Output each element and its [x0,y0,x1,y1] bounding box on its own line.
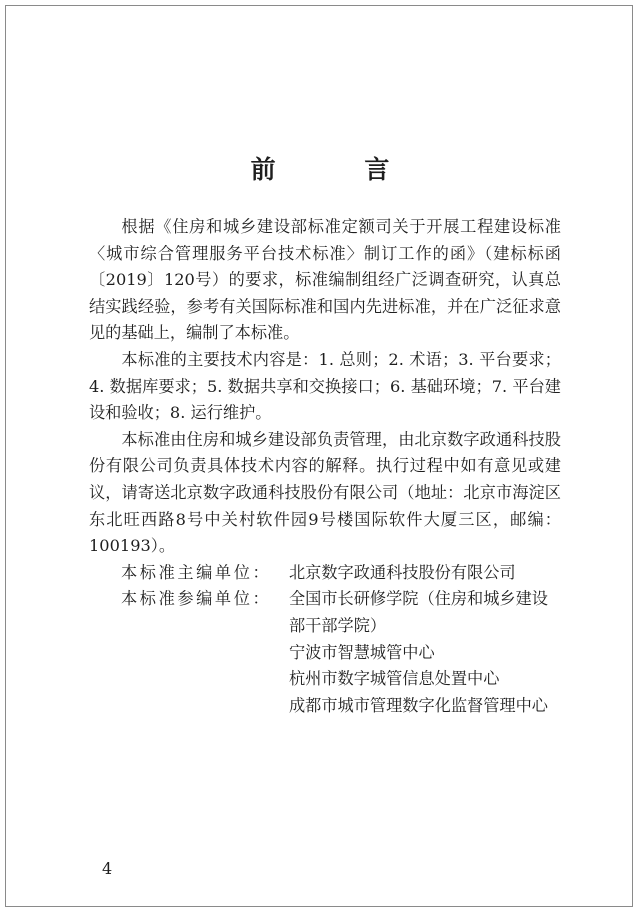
chief-unit-value: 北京数字政通科技股份有限公司 [289,562,516,582]
participating-unit-row [89,586,561,719]
document-page [5,5,633,907]
paragraph-contents: 本标准的主要技术内容是：1. 总则；2. 术语；3. 平台要求；4. 数据库要求；5. 数据共享和交换接口；6. 基础环境；7. 平台建设和验收；8. 运行维护。 [89,349,561,423]
participating-unit-item: 杭州市数字城管信息处置中心 [289,669,500,689]
drafting-units [89,560,561,720]
page-title: 前 言 [250,155,430,184]
paragraph-management: 本标准由住房和城乡建设部负责管理，由北京数字政通科技股份有限公司负责具体技术内容的解释。执行过程中如有意见或建议，请寄送北京数字政通科技股份有限公司（地址：北京市海淀区东北旺西路8号中关村软件园9号楼国际软件大厦三区，邮编：100193）。 [89,429,561,556]
participating-unit-label: 本标准参编单位： [121,589,272,609]
chief-unit-row [89,560,561,587]
participating-unit-item: 成都市城市管理数字化监督管理中心 [289,695,548,715]
chief-unit-label: 本标准主编单位： [121,562,272,582]
paragraph-basis: 根据《住房和城乡建设部标准定额司关于开展工程建设标准〈城市综合管理服务平台技术标准〉制订工作的函》（建标标函〔2019〕120号）的要求，标准编制组经广泛调查研究，认真总结实践经验，参考有关国际标准和国内先进标准，并在广泛征求意见的基础上，编制了本标准。 [89,217,561,343]
participating-unit-list [289,586,561,719]
page-number: 4 [102,859,113,878]
participating-unit-item: 全国市长研修学院（住房和城乡建设部干部学院） [289,589,548,635]
preface-body [89,214,561,719]
participating-unit-item: 宁波市智慧城管中心 [289,642,435,662]
